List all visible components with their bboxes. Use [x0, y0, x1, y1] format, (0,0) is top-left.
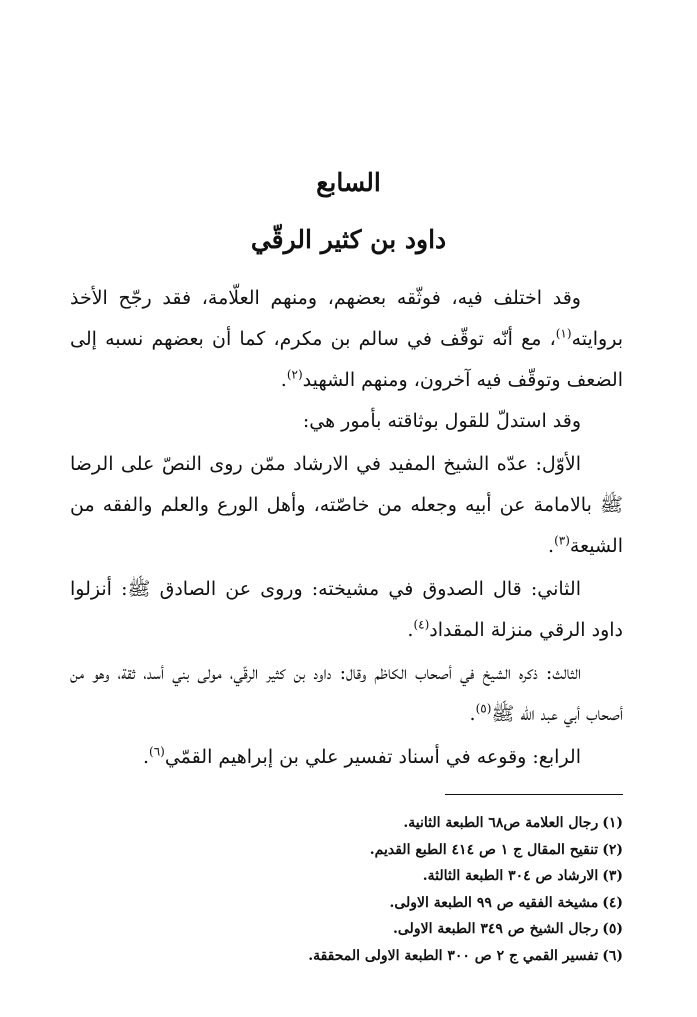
footnote-item [70, 916, 623, 943]
paragraph-intro [70, 278, 623, 401]
paragraph-text: وقد استدلّ للقول بوثاقته بأمور هي: [302, 410, 581, 432]
footnote-text: تنقيح المقال ج ١ ص ٤١٤ الطبع القديم. [369, 841, 599, 858]
footnote-text: رجال العلامة ص٦٨ الطبعة الثانية. [403, 815, 599, 831]
person-name-heading: داود بن كثير الرقّي [250, 225, 447, 254]
footnote-number: (٦) [602, 947, 623, 964]
paragraph-text: الأوّل: عدّه الشيخ المفيد في الارشاد ممّن روى النصّ على الرضا ﷺ بالامامة عن أبيه وجعله من خاصّته، وأهل الورع والعلم والفقه من الشيعة [70, 453, 623, 557]
footnote-item [70, 943, 623, 970]
footnote-ref[interactable]: (٦) [149, 744, 165, 759]
footnote-text: رجال الشيخ ص ٣٤٩ الطبعة الاولى. [393, 921, 599, 938]
footnote-ref[interactable]: (٢) [286, 367, 303, 382]
paragraph-text: وقد اختلف فيه، فوثّقه بعضهم، ومنهم العلّامة، فقد رجّح الأخذ بروايته [70, 287, 623, 350]
footnote-item [70, 837, 623, 864]
footnote-number: (١) [602, 815, 623, 831]
paragraph-text: . [548, 535, 555, 557]
paragraph-text: . [469, 703, 476, 725]
footnote-number: (٤) [602, 894, 623, 911]
footnote-item [70, 810, 623, 837]
footnote-text: مشيخة الفقيه ص ٩٩ الطبعة الاولى. [389, 894, 599, 911]
paragraph-third-evidence [70, 653, 623, 735]
footnote-ref[interactable]: (٣) [554, 533, 570, 548]
footnotes-list [70, 810, 623, 970]
paragraph-text: الثاني: قال الصدوق في مشيخته: وروى عن الصادق ﷺ: أنزلوا داود الرقي منزلة المقداد [70, 578, 623, 641]
footnote-text: تفسير القمي ج ٢ ص ٣٠٠ الطبعة الاولى المحققة. [308, 947, 599, 964]
paragraph-text: . [280, 369, 287, 391]
footnote-ref[interactable]: (١) [555, 326, 572, 341]
paragraph-fourth-evidence [70, 737, 623, 778]
paragraph-first-evidence [70, 444, 623, 567]
main-text [70, 278, 623, 778]
footnote-separator [445, 794, 623, 795]
paragraph-text: ، مع أنّه توقّف في سالم بن مكرم، كما أن بعضهم نسبه إلى الضعف وتوقّف فيه آخرون، ومنهم الشهيد [70, 328, 623, 391]
paragraph-text: . [407, 619, 414, 641]
footnote-item [70, 863, 623, 890]
footnote-ref[interactable]: (٤) [413, 617, 430, 632]
footnote-text: الارشاد ص ٣٠٤ الطبعة الثالثة. [422, 868, 599, 885]
paragraph-text: الرابع: وقوعه في أسناد تفسير علي بن إبراهيم القمّي [164, 746, 581, 768]
footnote-item [70, 890, 623, 917]
footnote-number: (٥) [602, 921, 623, 938]
paragraph-text: الثالث: ذكره الشيخ في أصحاب الكاظم وقال: داود بن كثير الرقّي، مولى بني أسد، ثقة، وهو من أصحاب أبي عبد الله ﷺ [70, 662, 623, 725]
footnote-number: (٣) [602, 868, 623, 885]
paragraph-second-evidence [70, 569, 623, 651]
footnote-number: (٢) [602, 841, 623, 858]
chapter-number-heading: السابع [316, 168, 381, 197]
paragraph-text: . [142, 746, 150, 768]
paragraph-evidence-intro [70, 401, 623, 442]
footnote-ref[interactable]: (٥) [475, 701, 492, 716]
